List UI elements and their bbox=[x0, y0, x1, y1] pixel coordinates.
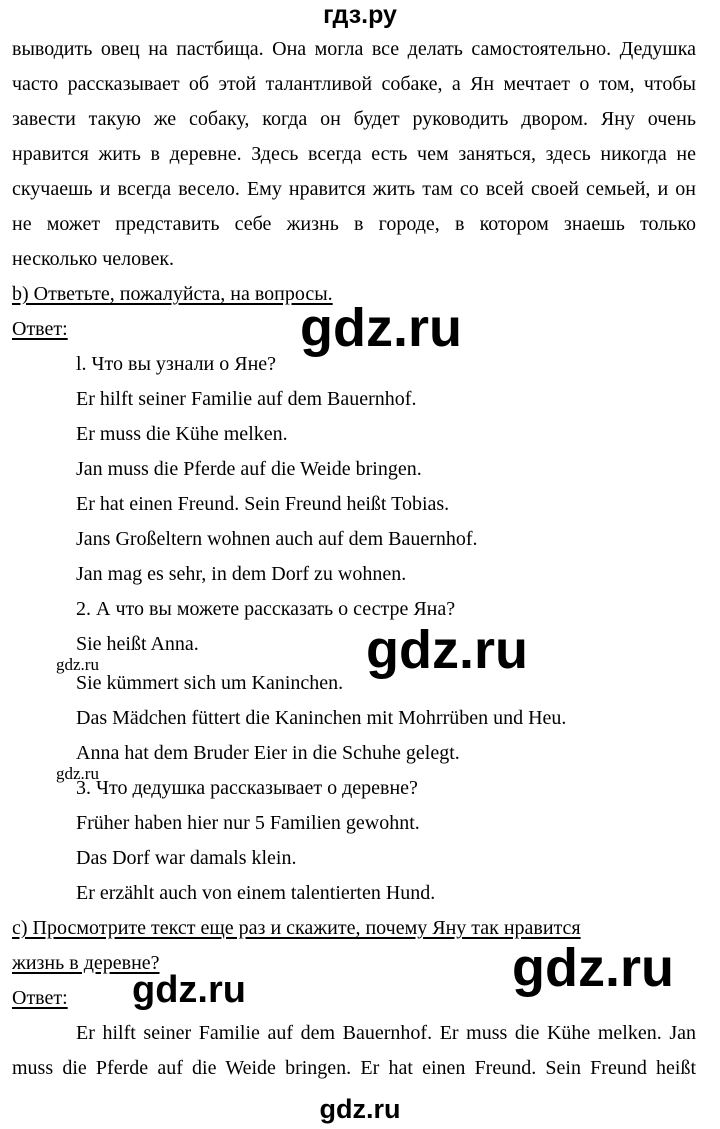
answer-line: Jan mag es sehr, in dem Dorf zu wohnen. bbox=[76, 563, 407, 585]
answer-line: Das Mädchen füttert die Kaninchen mit Mohrrüben und Heu. bbox=[76, 707, 567, 729]
paragraph-line: не может представить себе жизнь в городе, в котором знаешь только bbox=[12, 213, 696, 235]
paragraph-line: несколько человек. bbox=[12, 248, 175, 270]
question-2: 2. А что вы можете рассказать о сестре Яна? bbox=[76, 598, 456, 620]
task-c-heading: c) Просмотрите текст еще раз и скажите, почему Яну так нравится bbox=[12, 917, 581, 939]
answer-line: Er erzählt auch von einem talentierten Hund. bbox=[76, 882, 436, 904]
answer-line: Jan muss die Pferde auf die Weide bringen. bbox=[76, 458, 422, 480]
paragraph-line: часто рассказывает об этой талантливой собаке, а Ян мечтает о том, чтобы bbox=[12, 73, 696, 95]
question-3: 3. Что дедушка рассказывает о деревне? bbox=[76, 777, 418, 799]
footer-watermark: gdz.ru bbox=[319, 1094, 401, 1124]
task-b-heading: b) Ответьте, пожалуйста, на вопросы. bbox=[12, 283, 333, 305]
answer-line: Früher haben hier nur 5 Familien gewohnt. bbox=[76, 812, 420, 834]
answer-line: Sie kümmert sich um Kaninchen. bbox=[76, 672, 344, 694]
task-c-heading-cont: жизнь в деревне? bbox=[12, 952, 160, 974]
task-c-answer-line: Er hilft seiner Familie auf dem Bauernhof. Er muss die Kühe melken. Jan bbox=[76, 1022, 696, 1044]
task-b-answer-label: Ответ: bbox=[12, 318, 68, 340]
watermark-logo: gdz.ru bbox=[366, 620, 528, 680]
answer-line: Jans Großeltern wohnen auch auf dem Bauernhof. bbox=[76, 528, 478, 550]
watermark-logo: gdz.ru bbox=[300, 298, 462, 358]
answer-line: Er hat einen Freund. Sein Freund heißt Tobias. bbox=[76, 493, 450, 515]
question-1: l. Что вы узнали о Яне? bbox=[76, 353, 277, 375]
task-c-answer-line: muss die Pferde auf die Weide bringen. Er hat einen Freund. Sein Freund heißt bbox=[12, 1057, 696, 1079]
watermark-logo: gdz.ru bbox=[512, 938, 674, 998]
answer-line: Sie heißt Anna. bbox=[76, 633, 199, 655]
paragraph-line: скучаешь и всегда весело. Ему нравится жить там со всей своей семьей, и он bbox=[12, 178, 696, 200]
paragraph-line: выводить овец на пастбища. Она могла все делать самостоятельно. Дедушка bbox=[12, 38, 696, 60]
watermark-small: gdz.ru bbox=[56, 764, 99, 783]
watermark-small: gdz.ru bbox=[56, 655, 99, 674]
task-c-answer-label: Ответ: bbox=[12, 987, 68, 1009]
paragraph-line: нравится жить в деревне. Здесь всегда есть чем заняться, здесь никогда не bbox=[12, 143, 696, 165]
paragraph-line: завести такую же собаку, когда он будет руководить двором. Яну очень bbox=[12, 108, 696, 130]
answer-line: Er hilft seiner Familie auf dem Bauernhof. bbox=[76, 388, 417, 410]
watermark-logo: gdz.ru bbox=[132, 969, 246, 1011]
answer-line: Das Dorf war damals klein. bbox=[76, 847, 297, 869]
answer-line: Er muss die Kühe melken. bbox=[76, 423, 288, 445]
page-header-title: гдз.ру bbox=[323, 1, 397, 29]
answer-line: Anna hat dem Bruder Eier in die Schuhe gelegt. bbox=[76, 742, 460, 764]
